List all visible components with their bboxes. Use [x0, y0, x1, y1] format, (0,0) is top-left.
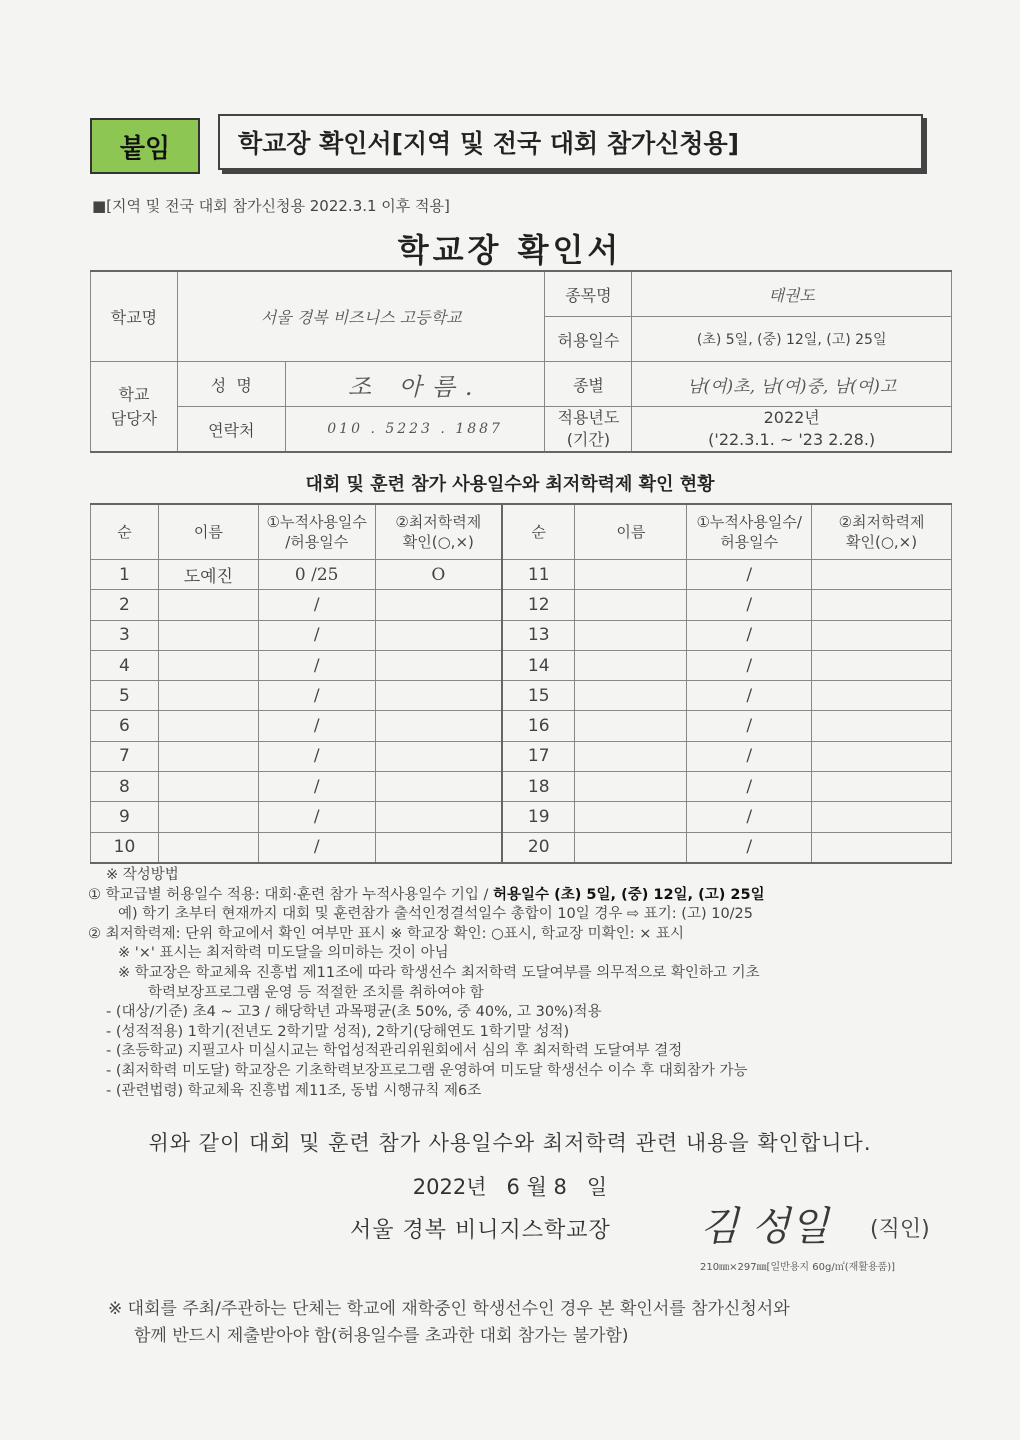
col-name: 이름	[158, 504, 258, 560]
row-days: /	[258, 711, 375, 741]
row-name	[158, 802, 258, 832]
row-academic-2	[812, 802, 952, 832]
row-days-2: /	[687, 832, 812, 863]
row-days-2: /	[687, 560, 812, 590]
row-days-2: /	[687, 741, 812, 771]
row-academic	[375, 711, 502, 741]
col-academic: ②최저학력제 확인(○,×)	[375, 504, 502, 560]
row-name	[158, 711, 258, 741]
note-2: ② 최저학력제: 단위 학교에서 확인 여부만 표시 ※ 학교장 확인: ○표시, 학교장 미확인: × 표시	[88, 925, 684, 942]
row-no-2: 16	[502, 711, 575, 741]
row-academic-2	[812, 590, 952, 620]
row-academic	[375, 772, 502, 802]
table-row	[91, 590, 952, 620]
note-1b: 예) 학기 초부터 현재까지 대회 및 훈련참가 출석인정결석일수 총합이 10일 경우 ⇨ 표기: (고) 10/25	[118, 906, 754, 923]
name-label: 성 명	[177, 362, 285, 407]
contact-value: 010 . 5223 . 1887	[285, 407, 545, 453]
table-row	[91, 560, 952, 590]
row-academic-2	[812, 650, 952, 680]
row-name: 도예진	[158, 560, 258, 590]
paper-spec: 210㎜×297㎜[일반용지 60g/㎡(재활용품)]	[700, 1262, 896, 1273]
detail-4: - (최저학력 미도달) 학교장은 기초학력보장프로그램 운영하여 미도달 학생선수 이수 후 대회참가 가능	[106, 1062, 748, 1079]
row-no: 3	[91, 620, 159, 650]
row-name-2	[575, 620, 687, 650]
note-1	[88, 886, 968, 906]
row-name-2	[575, 711, 687, 741]
row-name-2	[575, 681, 687, 711]
row-name	[158, 590, 258, 620]
summary-title: 대회 및 훈련 참가 사용일수와 최저학력제 확인 현황	[305, 474, 715, 495]
event-value: 태권도	[632, 271, 952, 317]
col-days: ①누적사용일수 /허용일수	[258, 504, 375, 560]
row-name-2	[575, 772, 687, 802]
row-no: 6	[91, 711, 159, 741]
row-academic	[375, 741, 502, 771]
principal-signature: 김 성일	[700, 1204, 829, 1250]
attachment-tag: 붙임	[90, 118, 200, 174]
school-value: 서울 경복 비즈니스 고등학교	[177, 271, 545, 362]
row-days: /	[258, 681, 375, 711]
row-academic	[375, 681, 502, 711]
row-no: 1	[91, 560, 159, 590]
row-no-2: 18	[502, 772, 575, 802]
principal-title: 서울 경복 비니지스학교장	[350, 1218, 611, 1243]
row-no-2: 14	[502, 650, 575, 680]
row-name-2	[575, 832, 687, 863]
row-days-2: /	[687, 620, 812, 650]
row-no-2: 13	[502, 620, 575, 650]
row-name	[158, 741, 258, 771]
detail-5: - (관련법령) 학교체육 진흥법 제11조, 동법 시행규칙 제6조	[106, 1082, 482, 1099]
row-no-2: 15	[502, 681, 575, 711]
table-row	[91, 741, 952, 771]
row-no: 4	[91, 650, 159, 680]
col-name-2: 이름	[575, 504, 687, 560]
year-period: ('22.3.1. ~ '23 2.28.)	[708, 430, 876, 449]
manager-label: 학교 담당자	[91, 362, 178, 453]
name-value: 조 아름.	[285, 362, 545, 407]
row-academic: O	[375, 560, 502, 590]
col-no: 순	[91, 504, 159, 560]
footnote	[108, 1296, 988, 1350]
row-academic-2	[812, 681, 952, 711]
row-name-2	[575, 560, 687, 590]
row-no-2: 11	[502, 560, 575, 590]
school-label: 학교명	[91, 271, 178, 362]
row-academic	[375, 802, 502, 832]
row-academic	[375, 650, 502, 680]
issue-date: 2022년 6 월 8 일	[412, 1175, 608, 1199]
row-no-2: 19	[502, 802, 575, 832]
form-subnote: ■[지역 및 전국 대회 참가신청용 2022.3.1 이후 적용]	[92, 197, 450, 215]
col-academic-2: ②최저학력제 확인(○,×)	[812, 504, 952, 560]
row-days: /	[258, 650, 375, 680]
table-row	[91, 711, 952, 741]
row-name	[158, 681, 258, 711]
event-label: 종목명	[545, 271, 632, 317]
row-days-2: /	[687, 711, 812, 741]
row-name	[158, 650, 258, 680]
row-days-2: /	[687, 650, 812, 680]
row-academic-2	[812, 711, 952, 741]
table-row	[91, 832, 952, 863]
row-no: 2	[91, 590, 159, 620]
row-academic-2	[812, 620, 952, 650]
detail-2: - (성적적용) 1학기(전년도 2학기말 성적), 2학기(당해연도 1학기말 성적)	[106, 1023, 570, 1040]
note-2b: ※ 학교장은 학교체육 진흥법 제11조에 따라 학생선수 최저학력 도달여부를 의무적으로 확인하고 기초	[118, 964, 760, 981]
row-no-2: 20	[502, 832, 575, 863]
row-no: 8	[91, 772, 159, 802]
detail-3: - (초등학교) 지필고사 미실시교는 학업성적관리위원회에서 심의 후 최저학력 도달여부 결정	[106, 1043, 683, 1060]
row-days: /	[258, 802, 375, 832]
table-row	[91, 620, 952, 650]
row-name-2	[575, 590, 687, 620]
table-row	[91, 772, 952, 802]
category-label: 종별	[545, 362, 632, 407]
row-academic-2	[812, 741, 952, 771]
row-name	[158, 832, 258, 863]
note-2b2: 학력보장프로그램 운영 등 적절한 조치를 취하여야 함	[148, 984, 484, 1001]
row-days: /	[258, 832, 375, 863]
row-no: 7	[91, 741, 159, 771]
row-no: 5	[91, 681, 159, 711]
note-1-text: ① 학교급별 허용일수 적용: 대회·훈련 참가 누적사용일수 기입 /	[88, 886, 494, 903]
row-name	[158, 620, 258, 650]
footnote-line-1: ※ 대회를 주최/주관하는 단체는 학교에 재학중인 학생선수인 경우 본 확인서를 참가신청서와	[108, 1299, 790, 1319]
note-2a: ※ '×' 표시는 최저학력 미도달을 의미하는 것이 아님	[118, 945, 449, 962]
row-name-2	[575, 741, 687, 771]
row-academic	[375, 590, 502, 620]
row-no: 9	[91, 802, 159, 832]
row-no: 10	[91, 832, 159, 863]
row-days-2: /	[687, 681, 812, 711]
participant-table	[90, 503, 952, 864]
table-row	[91, 681, 952, 711]
row-academic-2	[812, 560, 952, 590]
row-academic	[375, 620, 502, 650]
category-value: 남(여)초, 남(여)중, 남(여)고	[632, 362, 952, 407]
year-cell	[632, 407, 952, 453]
note-1-bold: 허용일수 (초) 5일, (중) 12일, (고) 25일	[493, 886, 765, 903]
row-days-2: /	[687, 772, 812, 802]
table-row	[91, 802, 952, 832]
footnote-line-2: 함께 반드시 제출받아야 함(허용일수를 초과한 대회 참가는 불가함)	[134, 1326, 629, 1346]
table-row	[91, 650, 952, 680]
row-name	[158, 772, 258, 802]
year-label: 적용년도 (기간)	[545, 407, 632, 453]
col-days-2: ①누적사용일수/ 허용일수	[687, 504, 812, 560]
row-days-2: /	[687, 802, 812, 832]
instructions	[88, 866, 968, 1101]
year-value: 2022년	[763, 408, 820, 427]
allow-days-label: 허용일수	[545, 317, 632, 362]
confirmation-statement: 위와 같이 대회 및 훈련 참가 사용일수와 최저학력 관련 내용을 확인합니다.	[148, 1131, 872, 1155]
notes-heading: ※ 작성방법	[106, 867, 179, 883]
allow-days-value: (초) 5일, (중) 12일, (고) 25일	[632, 317, 952, 362]
row-academic-2	[812, 772, 952, 802]
contact-label: 연락처	[177, 407, 285, 453]
row-name-2	[575, 802, 687, 832]
official-seal: (직인)	[870, 1217, 930, 1242]
row-days: /	[258, 772, 375, 802]
row-no-2: 17	[502, 741, 575, 771]
row-academic	[375, 832, 502, 863]
row-days-2: /	[687, 590, 812, 620]
row-no-2: 12	[502, 590, 575, 620]
form-title: 학교장 확인서[지역 및 전국 대회 참가신청용]	[218, 114, 923, 170]
row-days: /	[258, 620, 375, 650]
detail-1: - (대상/기준) 초4 ~ 고3 / 해당학년 과목평균(초 50%, 중 40%, 고 30%)적용	[106, 1004, 602, 1021]
row-days: 0 /25	[258, 560, 375, 590]
row-name-2	[575, 650, 687, 680]
row-days: /	[258, 741, 375, 771]
row-academic-2	[812, 832, 952, 863]
col-no-2: 순	[502, 504, 575, 560]
document-title: 학교장 확인서	[397, 231, 623, 269]
school-info-table	[90, 270, 952, 453]
row-days: /	[258, 590, 375, 620]
